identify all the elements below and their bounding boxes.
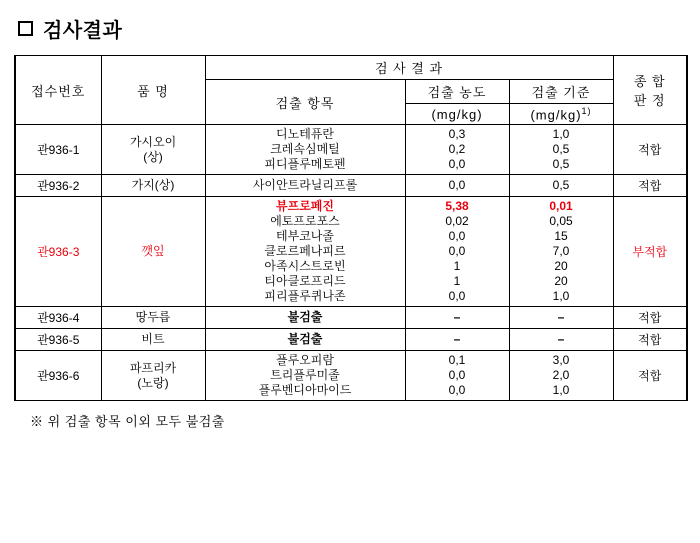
cell-standard: 3,0 2,0 1,0	[509, 351, 613, 401]
cell-receipt-no: 관936-2	[15, 175, 101, 197]
header-judgement-line2: 판 정	[633, 93, 666, 109]
header-concentration: 검출 농도	[405, 80, 509, 104]
table-row	[15, 351, 687, 401]
cell-receipt-no: 관936-1	[15, 125, 101, 175]
cell-concentration: 5,38 0,02 0,0 0,0 1 1 0,0	[405, 197, 509, 307]
cell-product-name: 땅두릅	[101, 307, 205, 329]
header-inspection-result: 검 사 결 과	[205, 56, 613, 80]
table-header-row-1	[15, 56, 687, 80]
cell-judgement: 부적합	[613, 197, 687, 307]
cell-concentration: 0,3 0,2 0,0	[405, 125, 509, 175]
cell-receipt-no: 관936-4	[15, 307, 101, 329]
cell-receipt-no: 관936-5	[15, 329, 101, 351]
cell-detected-item: 디노테퓨란 크레속심메틸 피디플루메토펜	[205, 125, 405, 175]
cell-product-name: 가시오이 (상)	[101, 125, 205, 175]
table-row	[15, 307, 687, 329]
cell-receipt-no: 관936-6	[15, 351, 101, 401]
cell-concentration: 0,0	[405, 175, 509, 197]
cell-product-name: 비트	[101, 329, 205, 351]
header-standard-unit	[509, 104, 613, 125]
page-title-text: 검사결과	[43, 20, 123, 42]
cell-concentration: –	[405, 329, 509, 351]
table-row	[15, 329, 687, 351]
header-concentration-unit: (mg/kg)	[405, 104, 509, 125]
table-row	[15, 197, 687, 307]
cell-standard: 0,01 0,05 15 7,0 20 20 1,0	[509, 197, 613, 307]
table-row	[15, 175, 687, 197]
cell-standard: 1,0 0,5 0,5	[509, 125, 613, 175]
header-standard: 검출 기준	[509, 80, 613, 104]
cell-judgement: 적합	[613, 175, 687, 197]
header-product-name: 품 명	[101, 56, 205, 125]
square-bullet-icon	[18, 21, 33, 36]
cell-concentration: 0,1 0,0 0,0	[405, 351, 509, 401]
cell-product-name: 파프리카 (노랑)	[101, 351, 205, 401]
page-title	[18, 14, 686, 43]
cell-judgement: 적합	[613, 329, 687, 351]
cell-detected-item: 사이안트라닐리프롤	[205, 175, 405, 197]
cell-judgement: 적합	[613, 351, 687, 401]
cell-detected-item: 뷰프로페진 에토프로포스 테부코나졸 클로르페나피르 아족시스트로빈 티아클로프리드 피리플루퀴나존	[205, 197, 405, 307]
header-detected-item: 검출 항목	[205, 80, 405, 125]
cell-judgement: 적합	[613, 307, 687, 329]
cell-concentration: –	[405, 307, 509, 329]
cell-detected-item: 불검출	[205, 307, 405, 329]
cell-standard: 0,5	[509, 175, 613, 197]
header-receipt-no: 접수번호	[15, 56, 101, 125]
cell-standard: –	[509, 307, 613, 329]
cell-detected-item: 불검출	[205, 329, 405, 351]
cell-detected-item: 플루오피람 트리플루미졸 플루벤디아마이드	[205, 351, 405, 401]
cell-judgement: 적합	[613, 125, 687, 175]
table-row	[15, 125, 687, 175]
cell-product-name: 깻잎	[101, 197, 205, 307]
header-standard-unit-sup: 1)	[581, 106, 592, 116]
cell-standard: –	[509, 329, 613, 351]
header-standard-unit-text: (mg/kg)	[530, 107, 582, 123]
header-judgement	[613, 56, 687, 125]
cell-receipt-no: 관936-3	[15, 197, 101, 307]
footnote: ※ 위 검출 항목 이외 모두 불검출	[30, 414, 225, 430]
inspection-result-table	[14, 55, 688, 401]
header-judgement-line1: 종 합	[633, 74, 666, 90]
cell-product-name: 가지(상)	[101, 175, 205, 197]
